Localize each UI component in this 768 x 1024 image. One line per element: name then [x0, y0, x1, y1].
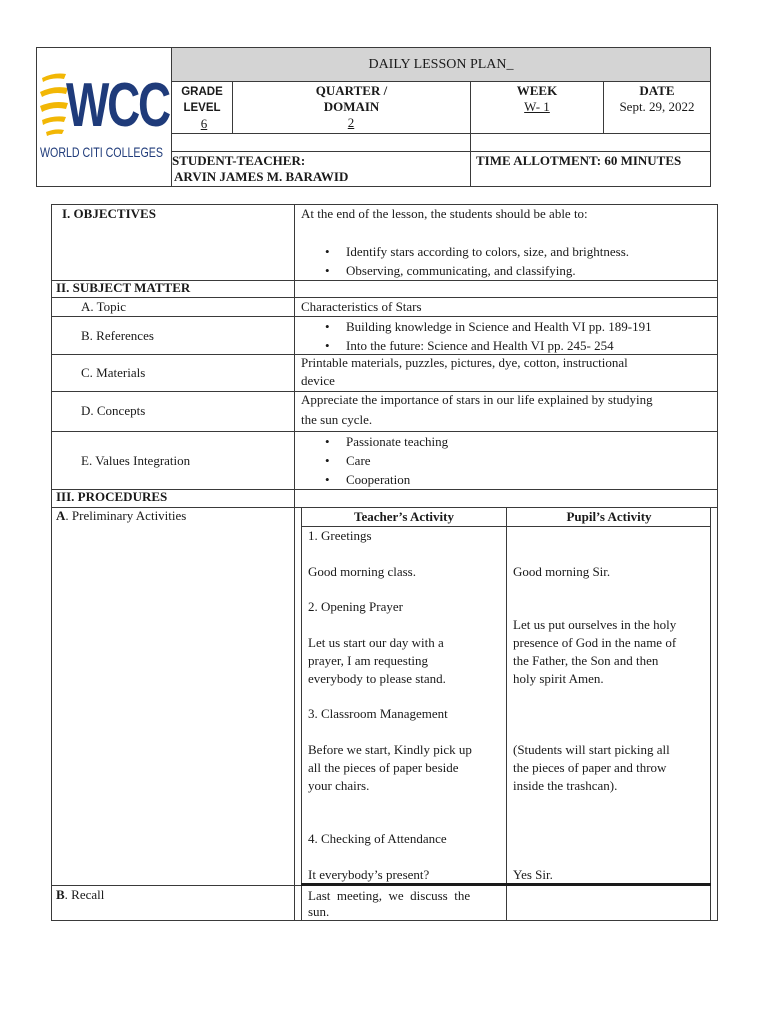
logo-wcc-text: WCC: [66, 71, 169, 140]
materials-line-1: Printable materials, puzzles, pictures, dye, cotton, instructional: [301, 355, 628, 370]
reference-item: • Building knowledge in Science and Health VI pp. 189-191: [301, 317, 652, 336]
activity-col-divider: [506, 507, 507, 921]
preliminary-text: . Preliminary Activities: [65, 508, 187, 523]
teacher-prayer-line-2: prayer, I am requesting: [308, 653, 429, 668]
recall-text: . Recall: [64, 887, 105, 902]
preliminary-letter: A: [56, 508, 66, 523]
values-label: E. Values Integration: [81, 453, 191, 468]
recall-line-2: sun.: [308, 904, 330, 919]
teacher-prayer-line-3: everybody to please stand.: [308, 671, 446, 686]
objectives-intro: At the end of the lesson, the students should be able to:: [301, 206, 588, 221]
page-title: DAILY LESSON PLAN_: [368, 57, 514, 72]
student-teacher-name: ARVIN JAMES M. BARAWID: [174, 169, 349, 184]
materials-label: C. Materials: [81, 365, 146, 380]
quarter-value: 2: [347, 115, 355, 130]
row-line-297: [51, 297, 718, 298]
logo-college-name: WORLD CITI COLLEGES: [40, 144, 163, 160]
quarter-label-1: QUARTER /: [315, 83, 388, 98]
pupil-attendance-answer: Yes Sir.: [513, 867, 553, 882]
activity-recall-line: [301, 883, 711, 886]
activity-header-line: [301, 526, 711, 527]
value-item: • Passionate teaching: [301, 432, 448, 451]
objective-item: • Observing, communicating, and classifying.: [301, 261, 629, 280]
value-item: • Care: [301, 451, 448, 470]
pupil-good-morning: Good morning Sir.: [513, 564, 611, 579]
recall-letter: B: [56, 887, 65, 902]
teacher-classroom-line-2: all the pieces of paper beside: [308, 760, 459, 775]
teacher-good-morning: Good morning class.: [308, 564, 416, 579]
wcc-logo: [36, 48, 172, 186]
topic-label: A. Topic: [81, 299, 127, 314]
pupil-prayer-line-1: Let us put ourselves in the holy: [513, 617, 677, 632]
week-value: W- 1: [524, 99, 550, 114]
teacher-activity-header: Teacher’s Activity: [353, 509, 454, 524]
lesson-col-divider: [294, 204, 295, 921]
teacher-prayer-heading: 2. Opening Prayer: [308, 599, 403, 614]
date-label: DATE: [639, 83, 675, 98]
header-row-line-3: [171, 151, 711, 152]
teacher-attendance-question: It everybody’s present?: [308, 867, 430, 882]
topic-value: Characteristics of Stars: [301, 299, 422, 314]
date-value: Sept. 29, 2022: [619, 99, 695, 114]
recall-label: [56, 887, 104, 903]
pupil-prayer-line-3: the Father, the Son and then: [513, 653, 659, 668]
values-list: [301, 432, 448, 489]
grade-label-2: LEVEL: [183, 102, 221, 114]
teacher-prayer-line-1: Let us start our day with a: [308, 635, 444, 650]
week-label: WEEK: [516, 83, 558, 98]
procedures-heading: III. PROCEDURES: [56, 489, 168, 504]
quarter-label-2: DOMAIN: [323, 99, 380, 114]
materials-line-2: device: [301, 373, 335, 388]
teacher-classroom-line-3: your chairs.: [308, 778, 370, 793]
pupil-prayer-line-2: presence of God in the name of: [513, 635, 677, 650]
references-label: B. References: [81, 328, 154, 343]
teacher-classroom-heading: 3. Classroom Management: [308, 706, 448, 721]
pupil-prayer-line-4: holy spirit Amen.: [513, 671, 604, 686]
grade-value: 6: [200, 116, 208, 131]
row-line-recall: [51, 885, 301, 886]
time-allotment: TIME ALLOTMENT: 60 MINUTES: [476, 153, 682, 168]
subject-matter-heading: II. SUBJECT MATTER: [56, 280, 191, 295]
objective-item: • Identify stars according to colors, size, and brightness.: [301, 242, 629, 261]
grade-label-1: GRADE: [181, 86, 223, 98]
pupil-activity-header: Pupil’s Activity: [566, 509, 652, 524]
teacher-classroom-line-1: Before we start, Kindly pick up: [308, 742, 472, 757]
header-row-line-1: [171, 81, 711, 82]
header-row-line-2: [171, 133, 711, 134]
concepts-line-1: Appreciate the importance of stars in our life explained by studying: [301, 392, 653, 407]
student-teacher-label: STUDENT-TEACHER:: [172, 153, 306, 168]
preliminary-activities-label: [56, 508, 186, 524]
concepts-line-2: the sun cycle.: [301, 412, 373, 427]
concepts-label: D. Concepts: [81, 403, 146, 418]
pupil-classroom-line-3: inside the trashcan).: [513, 778, 618, 793]
pupil-classroom-line-1: (Students will start picking all: [513, 742, 670, 757]
recall-line-1: Last meeting, we discuss the: [308, 888, 471, 903]
teacher-greetings: 1. Greetings: [308, 528, 372, 543]
pupil-classroom-line-2: the pieces of paper and throw: [513, 760, 667, 775]
objectives-list: [301, 242, 629, 280]
references-list: [301, 317, 652, 355]
objectives-heading: I. OBJECTIVES: [62, 206, 156, 221]
value-item: • Cooperation: [301, 470, 448, 489]
reference-item: • Into the future: Science and Health VI pp. 245- 254: [301, 336, 652, 355]
teacher-attendance-heading: 4. Checking of Attendance: [308, 831, 447, 846]
